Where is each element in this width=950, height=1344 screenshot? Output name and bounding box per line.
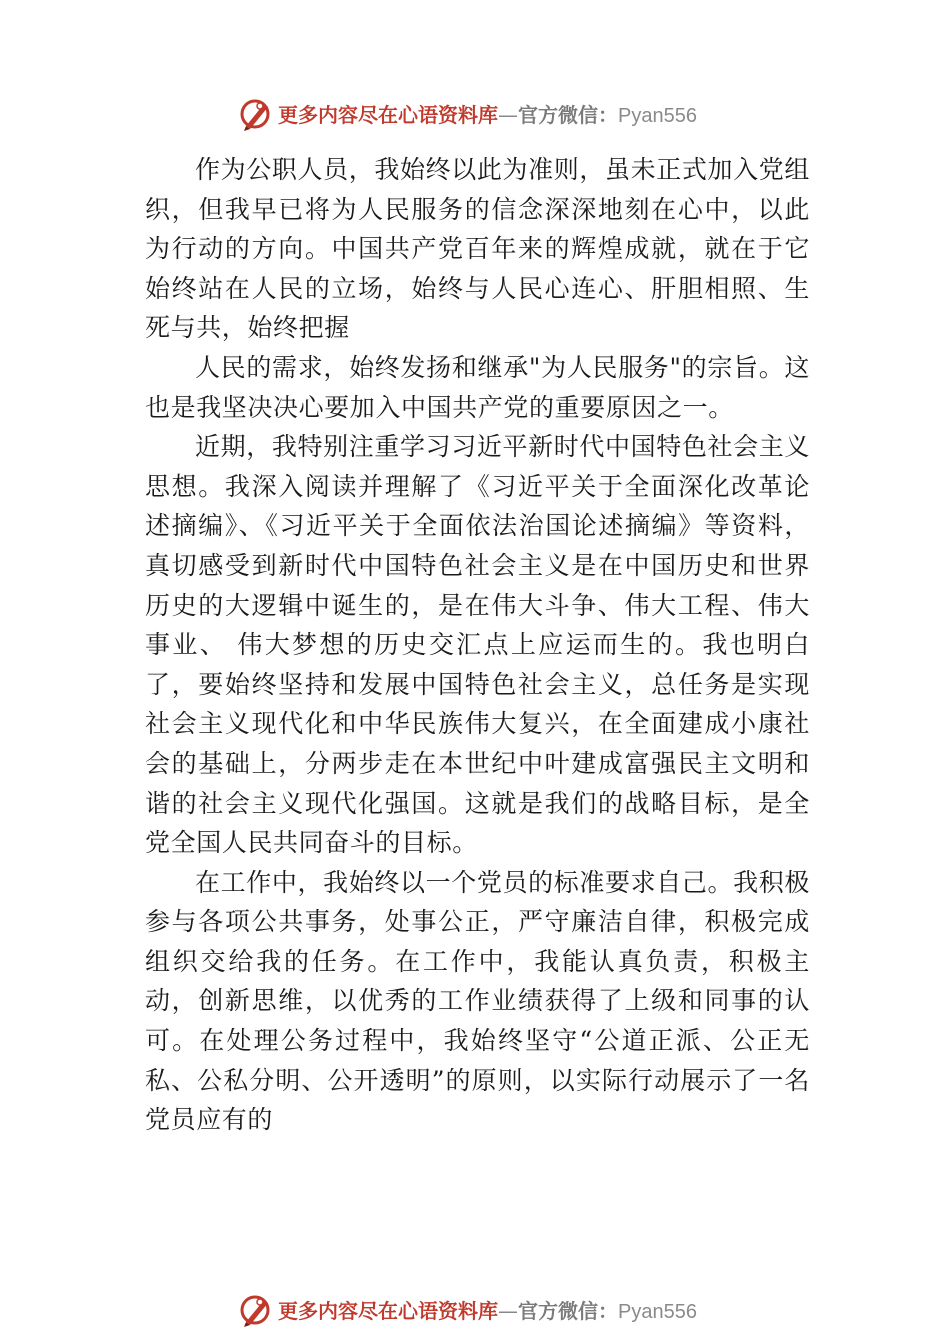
footer-promo-text (278, 1298, 697, 1325)
footer-banner (0, 1290, 950, 1330)
pen-circle-logo-icon (238, 96, 274, 132)
header-promo: 更多内容尽在心语资料库 (278, 103, 498, 127)
header-wechat-label: 官方微信： (518, 103, 618, 127)
paragraph: 人民的需求，始终发扬和继承"为人民服务"的宗旨。这也是我坚决决心要加入中国共产党的重要原因之一。 (145, 352, 810, 422)
document-body (145, 150, 810, 1140)
header-dash: — (498, 103, 518, 127)
header-promo-text (278, 102, 697, 129)
header-wechat-id: Pyan556 (618, 105, 697, 127)
paragraph: 作为公职人员，我始终以此为准则，虽未正式加入党组织，但我早已将为人民服务的信念深深地刻在心中，以此为行动的方向。中国共产党百年来的辉煌成就，就在于它始终站在人民的立场，始终与人民心连心、肝胆相照、生死与共，始终把握 (145, 155, 810, 343)
paragraph: 在工作中，我始终以一个党员的标准要求自己。我积极参与各项公共事务，处事公正，严守廉洁自律，积极完成组织交给我的任务。在工作中，我能认真负责，积极主动，创新思维，以优秀的工作业绩获得了上级和同事的认可。在处理公务过程中，我始终坚守“公道正派、公正无私、公私分明、公开透明”的原则，以实际行动展示了一名党员应有的 (145, 867, 810, 1135)
pen-circle-logo-icon (238, 1292, 274, 1328)
paragraph: 近期，我特别注重学习习近平新时代中国特色社会主义思想。我深入阅读并理解了《习近平关于全面深化改革论述摘编》、《习近平关于全面依法治国论述摘编》等资料，真切感受到新时代中国特色社会主义是在中国历史和世界历史的大逻辑中诞生的，是在伟大斗争、伟大工程、伟大事业、 伟大梦想的历史交汇点上应运而生的。我也明白了，要始终坚持和发展中国特色社会主义，总任务是实现社会主义现代化和中华民族伟大复兴，在全面建成小康社会的基础上，分两步走在本世纪中叶建成富强民主文明和谐的社会主义现代化强国。这就是我们的战略目标，是全党全国人民共同奋斗的目标。 (145, 432, 810, 858)
footer-promo: 更多内容尽在心语资料库 (278, 1299, 498, 1323)
footer-wechat-id: Pyan556 (618, 1301, 697, 1323)
footer-wechat-label: 官方微信： (518, 1299, 618, 1323)
footer-dash: — (498, 1299, 518, 1323)
header-banner (0, 94, 950, 134)
